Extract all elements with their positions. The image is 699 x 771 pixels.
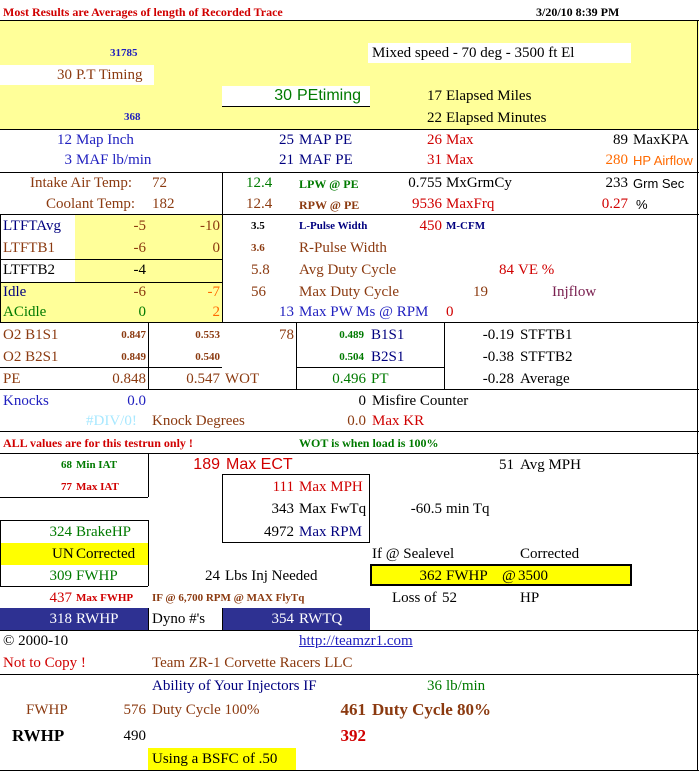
- pt-value: 0.496: [332, 371, 366, 387]
- pt-label: PT: [371, 371, 389, 387]
- hp-label: HP: [520, 590, 540, 606]
- max-maf-value: 31: [427, 152, 442, 168]
- rpulse-value: 3.6: [251, 242, 265, 254]
- rwhp-100-value: 490: [123, 728, 146, 744]
- maxfrq-label: MaxFrq: [446, 196, 495, 212]
- o2-b1s1-value-b: 0.553: [195, 329, 220, 341]
- min-tq-label: min Tq: [446, 501, 490, 517]
- ability-label: Ability of Your Injectors IF: [152, 678, 317, 694]
- rpulse-label: R-Pulse Width: [299, 240, 387, 256]
- stftb1-value: -0.19: [482, 327, 514, 343]
- header-datetime: 3/20/10 8:39 PM: [536, 5, 620, 19]
- rwtq-value: 354: [271, 611, 294, 627]
- maxduty-value: 56: [251, 284, 266, 300]
- teamzr1-link[interactable]: http://teamzr1.com: [299, 633, 413, 649]
- testrun-note: ALL values are for this testrun only !: [3, 436, 193, 450]
- rpw-value: 12.4: [246, 196, 273, 212]
- iat-value: 72: [152, 175, 167, 191]
- knocks-label: Knocks: [3, 393, 49, 409]
- map-inch-value: 12: [57, 132, 72, 148]
- rwhp-80-value: 392: [340, 726, 366, 745]
- trace-description: Mixed speed - 70 deg - 3500 ft El: [372, 45, 575, 61]
- acidle-value-b: 2: [212, 304, 220, 320]
- corrected-label: Corrected: [520, 546, 580, 562]
- ltftb1-value-a: -6: [133, 240, 146, 256]
- ltftavg-value-a: -5: [133, 218, 146, 234]
- ltftavg-value-b: -10: [200, 218, 220, 234]
- sealevel-fwhp-label: FWHP: [446, 568, 488, 584]
- ltftb2-label: LTFTB2: [3, 262, 55, 278]
- pct-value: 0.27: [601, 196, 628, 212]
- header-note: Most Results are Averages of length of Recorded Trace: [3, 5, 283, 19]
- knock-degrees-label: Knock Degrees: [152, 413, 245, 429]
- sealevel-fwhp-value: 362: [419, 568, 442, 584]
- maf-label: MAF lb/min: [76, 152, 152, 168]
- dyno-label: Dyno #'s: [152, 611, 206, 627]
- rwhp-label: RWHP: [76, 611, 119, 627]
- maf-value: 3: [64, 152, 72, 168]
- max-map-value: 26: [427, 132, 442, 148]
- max-maf-label: Max: [446, 152, 474, 168]
- not-to-copy: Not to Copy !: [3, 655, 86, 671]
- lpw-label: LPW @ PE: [299, 177, 359, 191]
- hp-airflow-label: HP Airflow: [633, 153, 693, 168]
- company-name: Team ZR-1 Corvette Racers LLC: [152, 655, 353, 671]
- bsfc-note: Using a BSFC of .50: [152, 751, 278, 767]
- min-iat-value: 68: [61, 459, 72, 471]
- stftb2-label: STFTB2: [520, 349, 573, 365]
- duty100-label: Duty Cycle 100%: [152, 702, 260, 718]
- mxgrmcy-value: 0.755: [408, 175, 442, 191]
- rpw-label: RPW @ PE: [299, 198, 360, 212]
- rwhp-box: [0, 608, 148, 630]
- max-fwhp-value: 437: [49, 590, 72, 606]
- o2-b1s1-label: O2 B1S1: [3, 327, 59, 343]
- lpw-value: 12.4: [246, 175, 273, 191]
- o2-b1s1-right-label: B1S1: [371, 327, 405, 343]
- misfire-value: 0: [358, 393, 366, 409]
- map-pe-value: 25: [279, 132, 294, 148]
- max-ect-label: Max ECT: [226, 456, 293, 473]
- ltftb2-value-a: -4: [133, 262, 146, 278]
- rwtq-box: [222, 608, 370, 630]
- map-inch-label: Map Inch: [76, 132, 134, 148]
- mcfm-label: M-CFM: [446, 220, 486, 232]
- acidle-label: ACidle: [3, 304, 47, 320]
- max-iat-label: Max IAT: [76, 481, 119, 493]
- knocks-value: 0.0: [127, 393, 146, 409]
- brake-hp-value: 324: [49, 524, 72, 540]
- coolant-label: Coolant Temp:: [46, 196, 136, 212]
- uncorrected-label-a: UN: [52, 546, 74, 562]
- if-6700-note: IF @ 6,700 RPM @ MAX FlyTq: [152, 592, 305, 604]
- pe-value: 0.848: [112, 371, 146, 387]
- max-fwtq-value: 343: [271, 501, 294, 517]
- uncorrected-label-b: Corrected: [76, 546, 136, 562]
- maxfrq-value: 9536: [412, 196, 442, 212]
- idle-label: Idle: [3, 284, 27, 300]
- fwhp-label: FWHP: [76, 568, 118, 584]
- rwtq-label: RWTQ: [299, 611, 343, 627]
- max-iat-value: 77: [61, 481, 72, 493]
- rwhp-value: 318: [49, 611, 72, 627]
- iat-label: Intake Air Temp:: [30, 175, 132, 191]
- mcfm-value: 450: [419, 218, 442, 234]
- maxkpa-label: MaxKPA: [633, 132, 690, 148]
- lbs-inj-label: Lbs Inj Needed: [225, 568, 318, 584]
- elapsed-minutes-label: Elapsed Minutes: [446, 110, 547, 126]
- value-31785: 31785: [110, 47, 138, 59]
- footer-rwhp-label: RWHP: [12, 726, 65, 745]
- acidle-value-a: 0: [138, 304, 146, 320]
- copyright: © 2000-10: [3, 633, 69, 649]
- stftb2-value: -0.38: [482, 349, 514, 365]
- wot-note: WOT is when load is 100%: [299, 436, 439, 450]
- maxpw-rpm: 0: [446, 304, 454, 320]
- min-tq-value: -60.5: [410, 501, 442, 517]
- avgduty-label: Avg Duty Cycle: [299, 262, 397, 278]
- elapsed-miles-label: Elapsed Miles: [446, 88, 532, 104]
- hp-airflow-value: 280: [605, 152, 628, 168]
- duty100-value: 576: [123, 702, 146, 718]
- ve-label: VE %: [518, 262, 555, 278]
- misfire-label: Misfire Counter: [372, 393, 469, 409]
- maxduty-label: Max Duty Cycle: [299, 284, 399, 300]
- grmsec-label: Grm Sec: [633, 176, 685, 191]
- pct-label: %: [636, 197, 648, 212]
- pt-timing-value: 30: [57, 67, 72, 83]
- loss-value: 52: [442, 590, 457, 606]
- max-fwtq-label: Max FwTq: [299, 501, 367, 517]
- average-value: -0.28: [482, 371, 514, 387]
- elapsed-miles-value: 17: [427, 88, 442, 104]
- sealevel-at: @: [502, 568, 516, 584]
- lbs-inj-value: 24: [205, 568, 220, 584]
- loss-label: Loss of: [392, 590, 437, 606]
- sealevel-rpm: 3500: [518, 568, 548, 584]
- max-mph-label: Max MPH: [299, 479, 363, 495]
- avg-mph-label: Avg MPH: [520, 457, 581, 473]
- maxpw-label: Max PW Ms @ RPM: [299, 304, 429, 320]
- footer-fwhp-label: FWHP: [26, 702, 68, 718]
- injflow-label: Injflow: [552, 284, 597, 300]
- pt-timing-label: P.T Timing: [76, 67, 143, 83]
- ve-value: 84: [499, 262, 514, 278]
- max-mph-value: 111: [272, 479, 294, 495]
- map-pe-label: MAP PE: [299, 132, 353, 148]
- o2-b2s1-right-label: B2S1: [371, 349, 405, 365]
- max-rpm-value: 4972: [264, 524, 294, 540]
- o2-b1s1-value-d: 0.489: [339, 329, 364, 341]
- o2-b1s1-value-a: 0.847: [121, 329, 146, 341]
- duty80-label: Duty Cycle 80%: [372, 700, 491, 719]
- o2-b2s1-value-d: 0.504: [339, 351, 364, 363]
- max-ect-value: 189: [193, 456, 220, 473]
- grmsec-value: 233: [605, 175, 628, 191]
- o2-b2s1-label: O2 B2S1: [3, 349, 59, 365]
- fwhp-value: 309: [49, 568, 72, 584]
- max-fwhp-label: Max FWHP: [76, 592, 134, 604]
- avgduty-value: 5.8: [251, 262, 270, 278]
- maxkr-value: 0.0: [347, 413, 366, 429]
- maxkr-label: Max KR: [372, 413, 425, 429]
- pe-timing-label: PEtiming: [297, 87, 362, 104]
- duty80-value: 461: [340, 700, 366, 719]
- average-label: Average: [520, 371, 570, 387]
- lbmin-label: lb/min: [446, 678, 486, 694]
- brake-hp-label: BrakeHP: [76, 524, 131, 540]
- max-rpm-label: Max RPM: [299, 524, 362, 540]
- coolant-value: 182: [152, 196, 175, 212]
- pe-label: PE: [3, 371, 21, 387]
- max-map-label: Max: [446, 132, 474, 148]
- stftb1-label: STFTB1: [520, 327, 573, 343]
- pe-timing-value: 30: [274, 87, 292, 104]
- idle-value-a: -6: [133, 284, 146, 300]
- maf-pe-value: 21: [279, 152, 294, 168]
- mxgrmcy-label: MxGrmCy: [446, 175, 512, 191]
- maf-pe-label: MAF PE: [299, 152, 353, 168]
- ltftb1-value-b: 0: [212, 240, 220, 256]
- knock-div-error: #DIV/0!: [86, 413, 137, 429]
- min-iat-label: Min IAT: [76, 459, 118, 471]
- lbmin-value: 36: [427, 678, 442, 694]
- value-368: 368: [124, 111, 141, 123]
- maxpw-value: 13: [279, 304, 294, 320]
- ltftavg-label: LTFTAvg: [3, 218, 61, 234]
- injflow-value: 19: [473, 284, 488, 300]
- avg-mph-value: 51: [499, 457, 514, 473]
- lpulse-label: L-Pulse Width: [299, 220, 368, 232]
- ltftb1-label: LTFTB1: [3, 240, 55, 256]
- wot-value: 0.547: [186, 371, 220, 387]
- idle-value-b: -7: [207, 284, 220, 300]
- wot-label: WOT: [225, 371, 260, 387]
- lpulse-value: 3.5: [251, 220, 265, 232]
- o2-b1s1-value-c: 78: [279, 327, 294, 343]
- o2-b2s1-value-b: 0.540: [195, 351, 220, 363]
- maxkpa-value: 89: [613, 132, 628, 148]
- elapsed-minutes-value: 22: [427, 110, 442, 126]
- sealevel-label: If @ Sealevel: [372, 546, 455, 562]
- o2-b2s1-value-a: 0.849: [121, 351, 146, 363]
